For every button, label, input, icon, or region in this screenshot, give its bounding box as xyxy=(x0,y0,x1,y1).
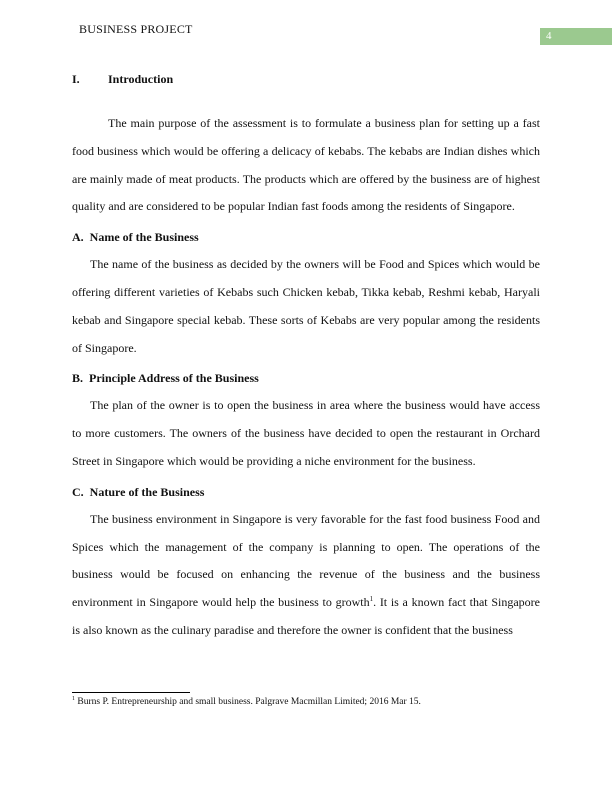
section-heading-principle-address: B. Principle Address of the Business xyxy=(72,371,259,386)
running-head: BUSINESS PROJECT xyxy=(79,22,193,36)
footnote-reference: 1 xyxy=(369,595,374,604)
footnote-text: Burns P. Entrepreneurship and small business. Palgrave Macmillan Limited; 2016 Mar 15. xyxy=(75,697,421,707)
page-number-badge: 4 xyxy=(540,28,612,45)
section-title: Introduction xyxy=(108,72,174,86)
paragraph-text-continued: . It is a known fact that Singapore is also known as the culinary paradise and therefore the owner is confident that the business xyxy=(72,595,540,637)
footnote-separator xyxy=(72,692,190,693)
section-heading-name-of-business: A. Name of the Business xyxy=(72,230,199,245)
principle-address-paragraph: The plan of the owner is to open the business in area where the business would have access to more customers. The owners of the business have decided to open the restaurant in Orchard Street in Singapore which would be providing a niche environment for the business. xyxy=(72,398,540,468)
footnote xyxy=(72,697,540,707)
name-of-business-paragraph: The name of the business as decided by the owners will be Food and Spices which would be offering different varieties of Kebabs such Chicken kebab, Tikka kebab, Reshmi kebab, Haryali kebab and Singapore special kebab. These sorts of Kebabs are very popular among the residents of Singapore. xyxy=(72,257,540,355)
section-heading-introduction xyxy=(72,69,540,89)
footnote-marker: 1 xyxy=(72,695,75,702)
paragraph-text: The business environment in Singapore is very favorable for the fast food business Food and Spices which the management of the company is planning to open. The operations of the business would be focused on enhancing the revenue of the business and the business environment in Singapore would help the business to growth xyxy=(72,511,540,610)
section-heading-nature-of-business: C. Nature of the Business xyxy=(72,484,205,499)
document-body xyxy=(72,69,540,645)
nature-of-business-paragraph xyxy=(72,506,540,645)
section-number: I. xyxy=(72,72,80,86)
introduction-paragraph: The main purpose of the assessment is to formulate a business plan for setting up a fast food business which would be offering a delicacy of kebabs. The kebabs are Indian dishes which are mainly made of meat products. The products which are offered by the business are of highest quality and are considered to be popular Indian fast foods among the residents of Singapore. xyxy=(72,116,540,214)
